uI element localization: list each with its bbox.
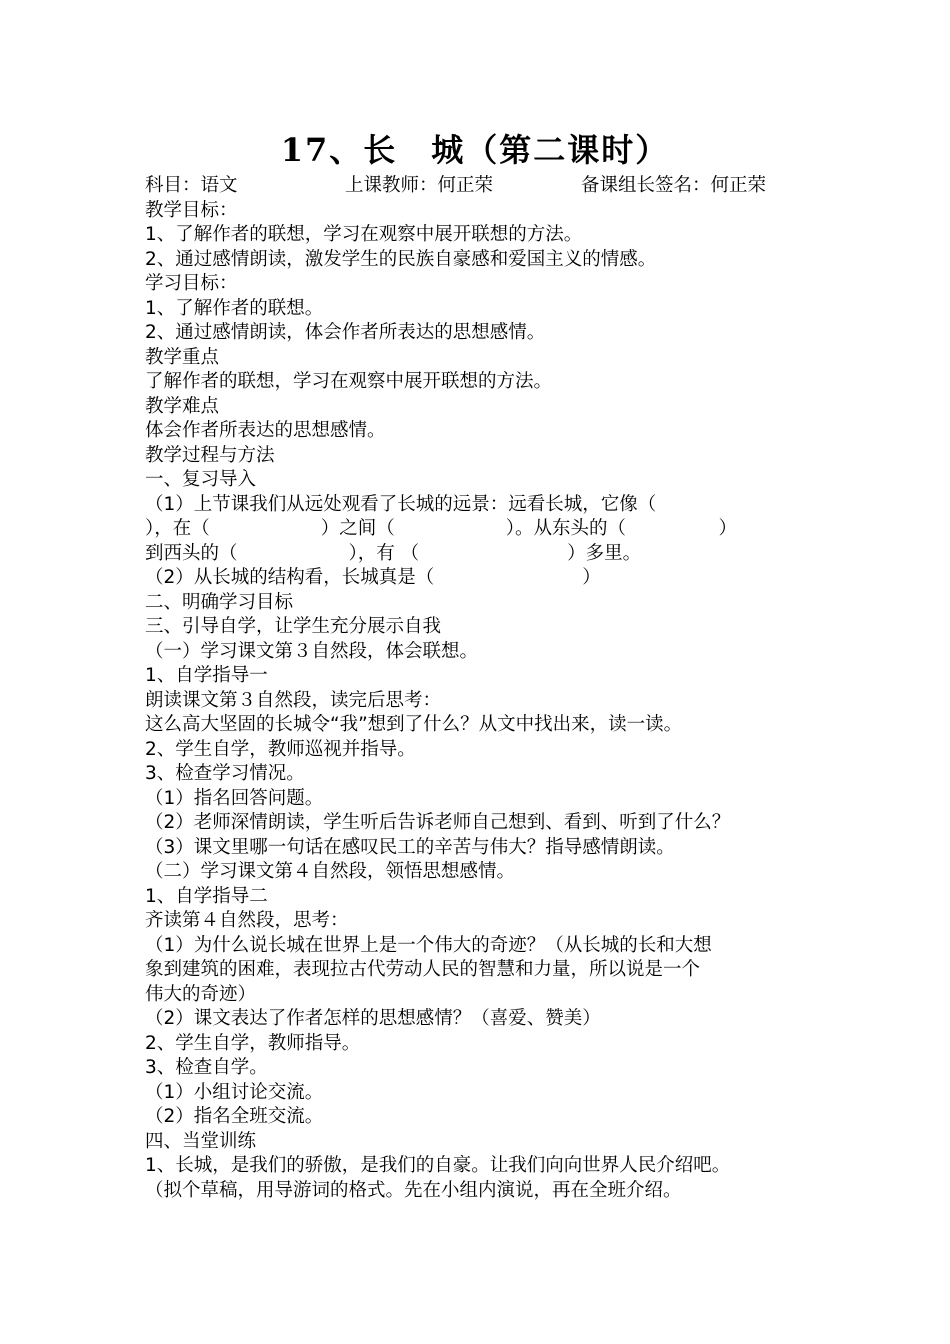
text-line: 教学重点 <box>145 346 220 368</box>
text-line: 象到建筑的困难，表现拉古代劳动人民的智慧和力量，所以说是一个 <box>145 959 701 980</box>
text-line: （1）上节课我们从远处观看了长城的远景：远看长城，它像（ <box>145 493 657 515</box>
text-line: 三、引导自学，让学生充分展示自我 <box>145 616 442 637</box>
text-line: 1、了解作者的联想，学习在观察中展开联想的方法。 <box>145 224 583 245</box>
text-line: 教学难点 <box>145 395 220 417</box>
text-line: （2）从长城的结构看，长城真是（ ） <box>145 567 601 588</box>
text-line: ），在（ ）之间（ ）。从东头的（ ） <box>145 518 738 539</box>
text-line: 教学过程与方法 <box>145 444 275 466</box>
text-line: 体会作者所表达的思想感情。 <box>145 420 386 441</box>
subject-label: 科目：语文 <box>145 175 238 196</box>
lesson-meta-row <box>145 174 815 199</box>
text-line: 1、自学指导一 <box>145 665 268 686</box>
text-line: 1、自学指导二 <box>145 885 268 907</box>
text-line: 1、长城，是我们的骄傲，是我们的自豪。让我们向向世界人民介绍吧。 <box>145 1155 731 1176</box>
text-line: 这么高大坚固的长城令“我”想到了什么？从文中找出来，读一读。 <box>145 714 683 735</box>
text-line: （2）课文表达了作者怎样的思想感情？（喜爱、赞美） <box>145 1008 601 1029</box>
text-line: （1）指名回答问题。 <box>145 787 324 809</box>
text-line: 伟大的奇迹） <box>145 983 257 1005</box>
text-line: （拟个草稿，用导游词的格式。先在小组内演说，再在全班介绍。 <box>145 1179 682 1201</box>
text-line: （2）老师深情朗读，学生听后告诉老师自己想到、看到、听到了什么？ <box>145 812 731 833</box>
text-line: 四、当堂训练 <box>145 1130 257 1152</box>
text-line: （2）指名全班交流。 <box>145 1106 324 1127</box>
document-body <box>145 174 815 1203</box>
text-line: 二、明确学习目标 <box>145 591 294 613</box>
text-line: 学习目标： <box>145 273 238 294</box>
text-line: （3）课文里哪一句话在感叹民工的辛苦与伟大？指导感情朗读。 <box>145 836 675 858</box>
text-line: （1）为什么说长城在世界上是一个伟大的奇迹？（从长城的长和大想 <box>145 934 712 956</box>
text-line: 2、学生自学，教师巡视并指导。 <box>145 738 416 760</box>
text-line: 2、通过感情朗读，体会作者所表达的思想感情。 <box>145 322 546 343</box>
text-line: 了解作者的联想，学习在观察中展开联想的方法。 <box>145 371 553 392</box>
text-line: （一）学习课文第３自然段，体会联想。 <box>145 640 479 662</box>
text-line: 3、检查学习情况。 <box>145 763 305 784</box>
text-line: 一、复习导入 <box>145 469 257 490</box>
text-line: 朗读课文第３自然段，读完后思考： <box>145 689 442 711</box>
document-title: 17、长 城（第二课时） <box>280 131 670 169</box>
lesson-plan-text <box>145 199 815 1204</box>
text-line: 3、检查自学。 <box>145 1057 268 1078</box>
group-leader-signature: 备课组长签名：何正荣 <box>581 175 767 196</box>
text-line: 1、了解作者的联想。 <box>145 297 324 319</box>
text-line: （二）学习课文第４自然段，领悟思想感情。 <box>145 861 516 882</box>
text-line: （1）小组讨论交流。 <box>145 1081 324 1103</box>
text-line: 齐读第４自然段，思考： <box>145 910 349 931</box>
teacher-label: 上课教师：何正荣 <box>345 175 494 196</box>
text-line: 2、学生自学，教师指导。 <box>145 1032 361 1054</box>
text-line: 2、通过感情朗读，激发学生的民族自豪感和爱国主义的情感。 <box>145 248 657 270</box>
text-line: 到西头的（ ），有 （ ）多里。 <box>145 542 642 564</box>
text-line: 教学目标： <box>145 199 238 221</box>
